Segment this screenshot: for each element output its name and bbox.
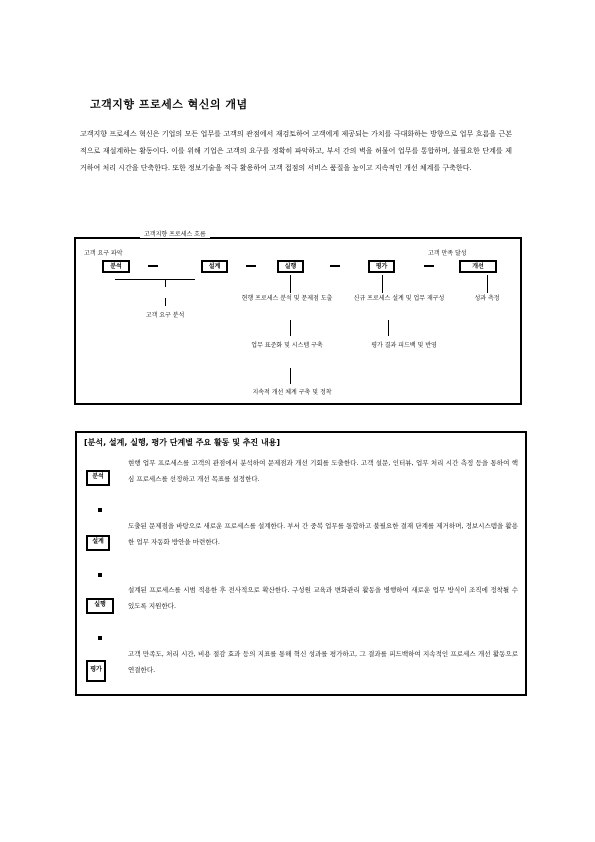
flow-step-improve: 개선 (459, 260, 497, 273)
connector-line (382, 275, 383, 293)
stage-separator (98, 636, 102, 640)
stage-text-evaluate: 고객 만족도, 처리 시간, 비용 절감 효과 등의 지표를 통해 혁신 성과를 평가하고, 그 결과를 피드백하여 지속적인 프로세스 개선 활동으로 연결한다. (128, 650, 518, 674)
flow-step-design: 설계 (201, 260, 228, 273)
stage-text-analysis: 현행 업무 프로세스를 고객의 관점에서 분석하여 문제점과 개선 기회를 도출한다. 고객 설문, 인터뷰, 업무 처리 시간 측정 등을 통하여 핵심 프로세스를 선정하고 개선 목표를 설정한다. (128, 459, 518, 483)
note-row1: 성과 측정 (474, 295, 500, 302)
stage-label-analysis: 분석 (86, 470, 110, 486)
stage-text-design: 도출된 문제점을 바탕으로 새로운 프로세스를 설계한다. 부서 간 중복 업무를 통합하고 불필요한 결재 단계를 제거하며, 정보시스템을 활용한 업무 자동화 방안을 마련한다. (128, 522, 518, 546)
bottom-note: 지속적 개선 체계 구축 및 정착 (252, 389, 332, 396)
stage-label-design: 설계 (86, 535, 110, 551)
branch-line (115, 279, 195, 280)
stage-label-evaluate: 평가 (86, 660, 106, 682)
page-title: 고객지향 프로세스 혁신의 개념 (90, 98, 248, 111)
stage-separator (98, 508, 102, 512)
flow-connector (330, 265, 340, 267)
flow-connector (424, 265, 434, 267)
branch-line (165, 298, 166, 306)
side-note: 고객 요구 분석 (145, 312, 185, 319)
flow-left-label: 고객 요구 파악 (84, 250, 123, 257)
flow-right-label: 고객 만족 달성 (428, 250, 467, 257)
branch-line (165, 279, 166, 287)
stage-text-execute: 설계된 프로세스를 시범 적용한 후 전사적으로 확산한다. 구성원 교육과 변화관리 활동을 병행하여 새로운 업무 방식이 조직에 정착될 수 있도록 지원한다. (128, 586, 518, 610)
flow-connector (246, 265, 256, 267)
stage-box-heading: [분석, 설계, 실행, 평가 단계별 주요 활동 및 추진 내용] (84, 438, 281, 447)
connector-line (487, 275, 488, 293)
flow-step-analysis: 분석 (102, 260, 130, 273)
connector-line (290, 275, 291, 293)
connector-line (290, 320, 291, 336)
note-row1: 신규 프로세스 설계 및 업무 재구성 (353, 295, 445, 302)
note-row2: 업무 표준화 및 시스템 구축 (251, 342, 323, 349)
connector-line (388, 320, 389, 336)
flow-step-execute: 실행 (277, 260, 304, 273)
note-row2: 평가 결과 피드백 및 반영 (371, 342, 437, 349)
connector-line (290, 368, 291, 384)
stage-label-execute: 실행 (86, 598, 114, 614)
intro-paragraph: 고객지향 프로세스 혁신은 기업의 모든 업무를 고객의 관점에서 재검토하여 고객에게 제공되는 가치를 극대화하는 방향으로 업무 흐름을 근본적으로 재설계하는 활동이다. 이를 위해 기업은 고객의 요구를 정확히 파악하고, 부서 간의 벽을 허물어 업무를 통합하며, 불필요한 단계를 제거하여 처리 시간을 단축한다. 또한 정보기술을 적극 활용하여 고객 접점의 서비스 품질을 높이고 지속적인 개선 체계를 구축한다. (80, 130, 512, 172)
note-row1: 현행 프로세스 분석 및 문제점 도출 (241, 295, 333, 302)
stage-separator (98, 573, 102, 577)
flow-connector (148, 265, 158, 267)
flow-step-evaluate: 평가 (368, 260, 395, 273)
flow-diagram-legend: 고객지향 프로세스 흐름 (140, 229, 210, 238)
